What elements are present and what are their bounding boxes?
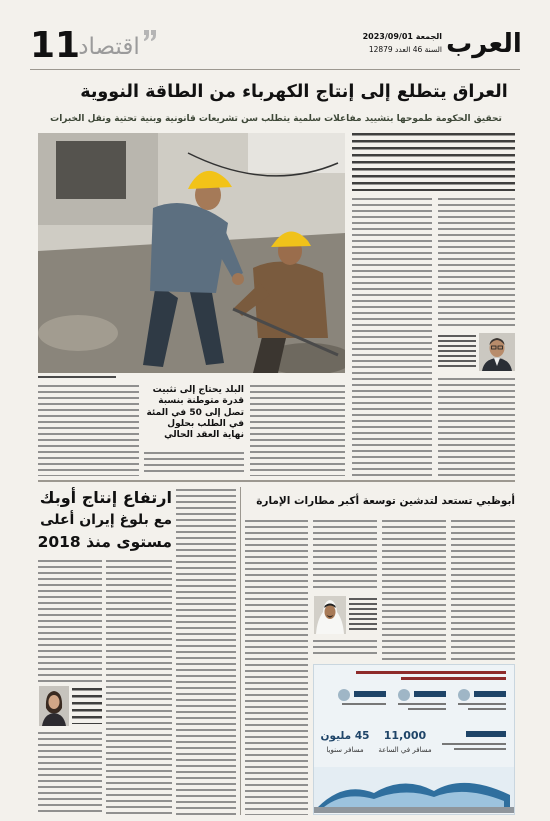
stat-caption: [454, 748, 506, 750]
stat-annual-passengers-value: 45 مليون: [320, 730, 370, 742]
body-text-column: [438, 198, 515, 328]
body-text-column: [38, 560, 102, 682]
main-subheadline: تحقيق الحكومة طموحها بتشييد مفاعلات سلمية يتطلب سن تشريعات قانونية وبنية تحتية ونقل الخبرات: [50, 114, 502, 124]
body-text-column: [382, 520, 446, 660]
opec-headline-line: مع بلوغ إيران أعلى: [40, 512, 172, 528]
main-photo: [38, 133, 345, 373]
stat-caption: [468, 708, 506, 710]
portrait-caption: [438, 335, 476, 370]
stat-caption: [398, 703, 446, 705]
stat-caption: [408, 708, 446, 710]
body-text-column: [144, 452, 244, 476]
stat-hourly-passengers-value: 11,000: [383, 729, 427, 742]
body-text-column: [245, 520, 308, 815]
infographic-title: [401, 677, 506, 680]
stat-caption: [442, 743, 506, 745]
infographic-title: [356, 671, 506, 674]
stat-icon: [338, 689, 350, 701]
opec-headline-line: مستوى منذ 2018: [38, 533, 172, 551]
issue-number: السنة 46 العدد 12879: [368, 45, 442, 54]
main-headline: العراق يتطلع إلى إنتاج الكهرباء من الطاقة النووية: [80, 82, 508, 102]
body-text-column: [438, 378, 515, 476]
body-text-column: [250, 385, 345, 476]
stat-icon: [398, 689, 410, 701]
stat-caption: [342, 703, 386, 705]
issue-date: الجمعة 2023/09/01: [362, 32, 442, 41]
body-text-column: [38, 732, 102, 815]
stat-figure: [466, 731, 506, 737]
body-text-column: [352, 198, 432, 476]
executive-portrait: [314, 596, 346, 634]
intro-paragraph: [352, 133, 515, 191]
airport-headline: أبوظبي تستعد لتدشين توسعة أكبر مطارات الإمارة: [256, 495, 515, 507]
stat-caption: [458, 703, 506, 705]
body-text-column: [313, 640, 377, 658]
portrait-caption: [349, 598, 377, 632]
opec-headline-line: ارتفاع إنتاج أوبك: [39, 488, 172, 507]
section-title: اقتصاد: [78, 34, 140, 60]
stat-hourly-passengers-label: مسافر في الساعة: [378, 746, 432, 754]
body-text-column: [176, 489, 236, 815]
body-text-column: [106, 560, 172, 815]
stat-annual-passengers-label: مسافر سنويا: [326, 746, 364, 754]
stat-figure: [354, 691, 386, 697]
official-portrait: [479, 333, 515, 371]
body-text-column: [313, 520, 377, 592]
stat-icon: [458, 689, 470, 701]
section-divider: [38, 480, 515, 482]
page-number: 11: [30, 25, 81, 66]
newspaper-logo: العرب: [446, 29, 522, 59]
terminal-illustration: [314, 767, 514, 813]
stat-figure: [414, 691, 446, 697]
quote-icon: [142, 28, 158, 42]
stat-figure: [474, 691, 506, 697]
header-rule: [30, 69, 520, 70]
body-text-column: [38, 385, 139, 476]
photo-caption: [38, 376, 116, 378]
body-text-column: [451, 520, 515, 660]
analyst-portrait: [39, 686, 69, 726]
column-divider: [240, 487, 241, 815]
pull-quote: البلد يحتاج إلى تثبيت قدرة متوطنة بنسبة تصل إلى 50 في المئة في الطلب بحلول نهاية العقد الحالي: [146, 385, 244, 440]
portrait-caption: [72, 688, 102, 724]
airport-infographic: [313, 664, 515, 815]
